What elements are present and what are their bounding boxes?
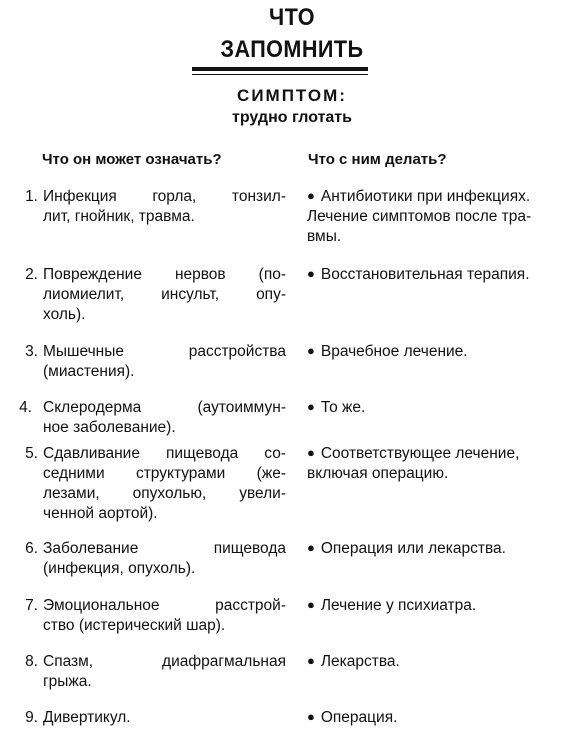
cause-line: Мышечные расстройства — [43, 343, 286, 360]
cause-line: грыжа. — [43, 673, 92, 690]
cause-line: Повреждение нервов (по- — [43, 266, 286, 283]
action-line-text: Врачебное лечение. — [320, 343, 468, 360]
cause-line: Дивертикул. — [43, 709, 131, 726]
cause-line: седними структурами (же- — [43, 465, 286, 482]
cause-line: ное заболевание). — [43, 419, 176, 436]
action-line — [307, 444, 579, 464]
cause-text — [43, 596, 286, 636]
cause-line: Эмоциональное расстрой- — [43, 597, 286, 614]
title-rule-thick — [192, 67, 368, 71]
cause-line: Склеродерма (аутоиммун- — [43, 399, 286, 416]
cause-text — [43, 187, 286, 227]
cause-text — [43, 398, 286, 438]
bullet-icon: ● — [307, 343, 315, 358]
action-text — [307, 398, 579, 418]
action-line-text: Соответствующее лечение, — [320, 445, 520, 462]
cause-line: ченной аортой). — [43, 505, 158, 522]
action-text — [307, 596, 579, 616]
page-title-line2: ЗАПОМНИТЬ — [220, 36, 364, 63]
action-line-text: Лечение у психиатра. — [320, 597, 477, 614]
cause-line: холь). — [43, 306, 86, 323]
cause-text — [43, 652, 286, 692]
item-number: 5. — [25, 445, 38, 462]
action-line — [307, 398, 579, 418]
title-rule-thin — [192, 74, 368, 75]
symptom-value: трудно глотать — [232, 109, 352, 126]
action-text — [307, 444, 579, 484]
action-text — [307, 342, 579, 362]
column-header-actions: Что с ним делать? — [308, 151, 447, 168]
action-line-text: Лекарства. — [320, 653, 400, 670]
cause-line: лит, гнойник, травма. — [43, 208, 195, 225]
cause-line: Заболевание пищевода — [43, 540, 286, 557]
cause-line: ство (истерический шар). — [43, 617, 226, 634]
item-number: 2. — [25, 266, 38, 283]
action-line-text: Восстановительная терапия. — [320, 266, 530, 283]
cause-line: Инфекция горла, тонзил- — [43, 188, 286, 205]
item-number: 8. — [25, 653, 38, 670]
action-line — [307, 265, 579, 285]
bullet-icon: ● — [307, 399, 315, 414]
item-number: 4. — [19, 399, 32, 416]
cause-text — [43, 265, 286, 325]
page-title-line1: ЧТО — [269, 4, 315, 31]
action-line — [307, 708, 579, 728]
action-line — [307, 596, 579, 616]
action-line-text: Операция или лекарства. — [320, 540, 506, 557]
item-number: 3. — [25, 343, 38, 360]
cause-line: Сдавливание пищевода со- — [43, 445, 286, 462]
cause-line: Спазм, диафрагмальная — [43, 653, 286, 670]
item-number: 9. — [25, 709, 38, 726]
cause-text — [43, 444, 286, 524]
bullet-icon: ● — [307, 266, 315, 281]
action-line — [307, 187, 579, 207]
cause-text — [43, 708, 286, 728]
bullet-icon: ● — [307, 445, 315, 460]
bullet-icon: ● — [307, 188, 315, 203]
cause-text — [43, 342, 286, 382]
bullet-icon: ● — [307, 597, 315, 612]
action-line — [307, 652, 579, 672]
bullet-icon: ● — [307, 540, 315, 555]
action-line — [307, 342, 579, 362]
action-text — [307, 187, 579, 247]
cause-line: лезами, опухолью, увели- — [43, 485, 286, 502]
action-line-text: То же. — [320, 399, 366, 416]
item-number: 7. — [25, 597, 38, 614]
action-text — [307, 265, 579, 285]
action-line: включая операцию. — [307, 465, 449, 482]
bullet-icon: ● — [307, 709, 315, 724]
action-text — [307, 652, 579, 672]
action-line: вмы. — [307, 228, 342, 245]
cause-text — [43, 539, 286, 579]
action-text — [307, 708, 579, 728]
bullet-icon: ● — [307, 653, 315, 668]
symptom-label: СИМПТОМ: — [237, 86, 347, 105]
item-number: 1. — [25, 188, 38, 205]
action-line-text: Антибиотики при инфекциях. — [320, 188, 531, 205]
item-number: 6. — [25, 540, 38, 557]
cause-line: (миастения). — [43, 363, 135, 380]
action-line: Лечение симптомов после тра- — [307, 208, 532, 225]
cause-line: лиомиелит, инсульт, опу- — [43, 286, 286, 303]
action-line-text: Операция. — [320, 709, 398, 726]
action-text — [307, 539, 579, 559]
cause-line: (инфекция, опухоль). — [43, 560, 196, 577]
column-header-causes: Что он может означать? — [42, 151, 222, 168]
action-line — [307, 539, 579, 559]
